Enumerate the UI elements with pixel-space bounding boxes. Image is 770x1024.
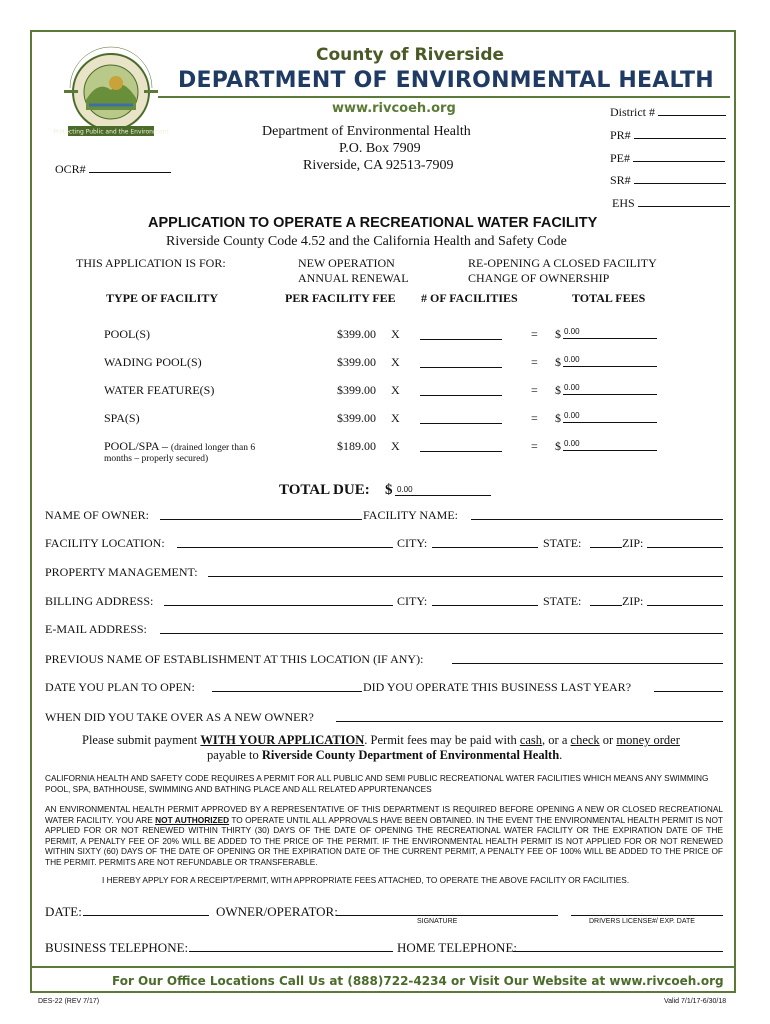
fee-row-type: WATER FEATURE(S) [104,383,215,397]
fee-row-count-input[interactable] [420,412,502,424]
facility-city-label: CITY: [397,536,428,550]
payment-line-1 [82,733,680,748]
facility-name-input[interactable] [471,508,723,520]
legal-text: TO OPERATE UNTIL ALL APPROVALS HAVE BEEN OBTAINED. IN THE EVENT THE ENVIRONMENTAL HEALTH PERMIT IS NOT APPLIED FOR OR NOT RENEWED WITHIN THIRTY (30) DAYS OF THE DATE OF OPENING THE RECREATIONAL WATER FACILITY OR THE EXPIRATION DATE OF THE PERMIT, A PENALTY FEE OF 20% WILL BE ADDED TO THE PRICE OF THE PERMIT. IF THE ENVIRONMENTAL HEALTH PERMIT IS NOT APPLIED FOR OR NOT RENEWED WITHIN SIXTY (60) DAYS OF THE DATE OF OPENING OR THE EXPIRATION DATE OF THE CURRENT PERMIT, A PENALTY FEE OF 100% WILL BE ADDED TO THE PRICE OF THE PERMIT. PERMITS ARE NOT REFUNDABLE OR TRANSFERABLE. [45,814,724,867]
legal-paragraph-1: CALIFORNIA HEALTH AND SAFETY CODE REQUIRES A PERMIT FOR ALL PUBLIC AND SEMI PUBLIC RECREATIONAL WATER FACILITIES WHICH MEANS ANY SWIMMING POOL, SPA, BATHHOUSE, SWIMMING AND BATHING PLACE AND ALL RELATED APPURTENANCES [45,773,709,794]
fee-row-count-input[interactable] [420,384,502,396]
fee-row-dollar: $ [555,355,561,369]
fee-row-fee: $399.00 [337,327,376,341]
facility-zip-input[interactable] [647,536,723,548]
option-new-operation[interactable]: NEW OPERATION [298,256,395,270]
pe-blank[interactable] [633,150,725,162]
payment-text: . [559,748,563,762]
fee-row-total-value: 0.00 [564,327,580,336]
address-name: Department of Environmental Health [262,124,471,139]
header-rule-top [158,96,730,98]
take-over-label: WHEN DID YOU TAKE OVER AS A NEW OWNER? [45,710,314,724]
fee-row-type: SPA(S) [104,411,140,425]
fee-row-dollar: $ [555,411,561,425]
address-city: Riverside, CA 92513-7909 [303,158,454,173]
fee-row-dollar: $ [555,327,561,341]
form-subtitle: Riverside County Code 4.52 and the California Health and Safety Code [166,234,567,249]
fee-row-count-input[interactable] [420,356,502,368]
billing-zip-input[interactable] [647,594,723,606]
form-validity: Valid 7/1/17-6/30/18 [664,998,727,1005]
pr-field[interactable] [610,127,726,143]
email-label: E-MAIL ADDRESS: [45,622,147,636]
pr-blank[interactable] [634,127,726,139]
pr-label: PR# [610,128,631,142]
fee-row-x: X [391,439,400,453]
payment-cash: cash [519,733,543,747]
payment-text: . Permit fees may be paid with [364,733,520,747]
facility-city-input[interactable] [432,536,538,548]
pe-field[interactable] [610,150,725,166]
payment-text: Please submit payment [82,733,201,747]
fee-row-x: X [391,355,400,369]
pe-label: PE# [610,151,631,165]
billing-city-input[interactable] [432,594,538,606]
fee-row-dollar: $ [555,383,561,397]
fee-row-equals: = [531,327,538,341]
facility-zip-label: ZIP: [622,536,644,550]
facility-location-label: FACILITY LOCATION: [45,536,165,550]
total-due-value: 0.00 [397,485,413,494]
header-type-of-facility: TYPE OF FACILITY [106,291,219,305]
facility-location-input[interactable] [177,536,393,548]
billing-address-label: BILLING ADDRESS: [45,594,154,608]
fee-row-count-input[interactable] [420,328,502,340]
sr-label: SR# [610,173,631,187]
fee-row-type: POOL(S) [104,327,151,341]
fee-row-total-value: 0.00 [564,411,580,420]
owner-name-label: NAME OF OWNER: [45,508,149,522]
total-due-label: TOTAL DUE: [279,482,370,498]
payment-check: check [570,733,600,747]
footer-rule [32,966,734,968]
date-open-label: DATE YOU PLAN TO OPEN: [45,680,195,694]
footer-contact: For Our Office Locations Call Us at (888)722-4234 or Visit Our Website at www.rivcoeh.org [112,974,724,988]
fee-row-type: WADING POOL(S) [104,355,202,369]
did-operate-label: DID YOU OPERATE THIS BUSINESS LAST YEAR? [363,680,632,694]
signature-date-label: DATE: [45,904,82,919]
fee-row-fee: $399.00 [337,355,376,369]
fee-row-x: X [391,411,400,425]
payment-line-2 [207,748,562,763]
payment-text: payable to [207,748,262,762]
billing-state-label: STATE: [543,594,582,608]
legal-text: AN ENVIRONMENTAL HEALTH PERMIT APPROVED BY A REPRESENTATIVE OF THIS DEPARTMENT IS REQUIRED BEFORE OPENING A NEW OR CLOSED RECREATIONAL WATER FACILITY. YOU ARE [45,804,723,825]
apply-statement: I HEREBY APPLY FOR A RECEIPT/PERMIT, WITH APPROPRIATE FEES ATTACHED, TO OPERATE THE ABOVE FACILITY OR FACILITIES. [102,875,630,885]
county-name: County of Riverside [316,45,505,65]
business-telephone-input[interactable] [189,940,393,952]
header-website: www.rivcoeh.org [332,101,456,116]
business-telephone-label: BUSINESS TELEPHONE: [45,940,189,955]
did-operate-input[interactable] [654,680,723,692]
facility-state-label: STATE: [543,536,582,550]
ehs-label: EHS [612,196,635,210]
owner-operator-label: OWNER/OPERATOR: [216,904,338,919]
address-pobox: P.O. Box 7909 [339,141,421,156]
fee-row-dollar: $ [555,439,561,453]
fee-row-note: (drained longer than 6 [170,443,256,453]
fee-row-equals: = [531,439,538,453]
payment-payee: Riverside County Department of Environmental Health [261,748,560,762]
facility-name-label: FACILITY NAME: [363,508,458,522]
billing-zip-label: ZIP: [622,594,644,608]
license-caption: DRIVERS LICENSE#/ EXP. DATE [589,918,695,925]
fee-row-fee: $399.00 [337,411,376,425]
property-management-label: PROPERTY MANAGEMENT: [45,565,198,579]
header-total-fees: TOTAL FEES [572,291,646,305]
fee-row-equals: = [531,411,538,425]
fee-row-type-line [104,439,255,454]
billing-city-label: CITY: [397,594,428,608]
previous-name-input[interactable] [452,652,723,664]
sr-field[interactable] [610,172,726,188]
owner-operator-signature-input[interactable] [336,904,558,916]
fee-row-fee: $189.00 [337,439,376,453]
fee-row-x: X [391,327,400,341]
billing-address-input[interactable] [164,594,393,606]
application-for-label: THIS APPLICATION IS FOR: [76,256,226,270]
signature-caption: SIGNATURE [417,918,458,925]
option-change-ownership[interactable]: CHANGE OF OWNERSHIP [468,271,610,285]
sr-blank[interactable] [634,172,726,184]
total-due-dollar: $ [385,482,393,498]
district-field[interactable] [610,104,726,120]
option-reopening[interactable]: RE-OPENING A CLOSED FACILITY [468,256,657,270]
fee-row-equals: = [531,355,538,369]
payment-money-order: money order [616,733,680,747]
drivers-license-input[interactable] [571,904,723,916]
ehs-field[interactable] [612,195,730,211]
fee-row-total-value: 0.00 [564,355,580,364]
date-open-input[interactable] [212,680,362,692]
legal-paragraph-2 [45,804,723,868]
home-telephone-label: HOME TELEPHONE: [397,940,518,955]
payment-with-application: WITH YOUR APPLICATION [200,733,365,747]
department-title: DEPARTMENT OF ENVIRONMENTAL HEALTH [178,68,714,93]
county-seal-logo [53,50,169,140]
fee-row-fee: $399.00 [337,383,376,397]
district-label: District # [610,105,655,119]
fee-row-type: POOL/SPA – [104,439,171,453]
ocr-blank[interactable] [89,161,171,173]
ocr-field[interactable] [55,161,171,177]
ocr-label: OCR# [55,162,86,176]
payment-text: or [599,733,617,747]
billing-state-input[interactable] [590,594,622,606]
header-num-facilities: # OF FACILITIES [421,291,518,305]
fee-row-count-input[interactable] [420,440,502,452]
previous-name-label: PREVIOUS NAME OF ESTABLISHMENT AT THIS LOCATION (IF ANY): [45,652,424,666]
fee-row-x: X [391,383,400,397]
signature-date-input[interactable] [83,904,209,916]
owner-name-input[interactable] [160,508,362,520]
fee-row-total-value: 0.00 [564,439,580,448]
form-id: DES-22 (REV 7/17) [38,998,100,1005]
email-input[interactable] [160,622,723,634]
take-over-input[interactable] [336,710,723,722]
property-management-input[interactable] [208,565,723,577]
payment-text: , or a [542,733,571,747]
legal-not-authorized: NOT AUTHORIZED [155,814,230,825]
fee-row-note-2: months – properly secured) [104,454,209,464]
header-per-facility-fee: PER FACILITY FEE [285,291,396,305]
home-telephone-input[interactable] [513,940,723,952]
form-title: APPLICATION TO OPERATE A RECREATIONAL WATER FACILITY [148,215,598,231]
fee-row-equals: = [531,383,538,397]
facility-state-input[interactable] [590,536,622,548]
district-blank[interactable] [658,104,726,116]
fee-row-total-value: 0.00 [564,383,580,392]
ehs-blank[interactable] [638,195,730,207]
option-annual-renewal[interactable]: ANNUAL RENEWAL [298,271,409,285]
svg-text:Protecting Public and the Envi: Protecting Public and the Environment [53,128,169,136]
